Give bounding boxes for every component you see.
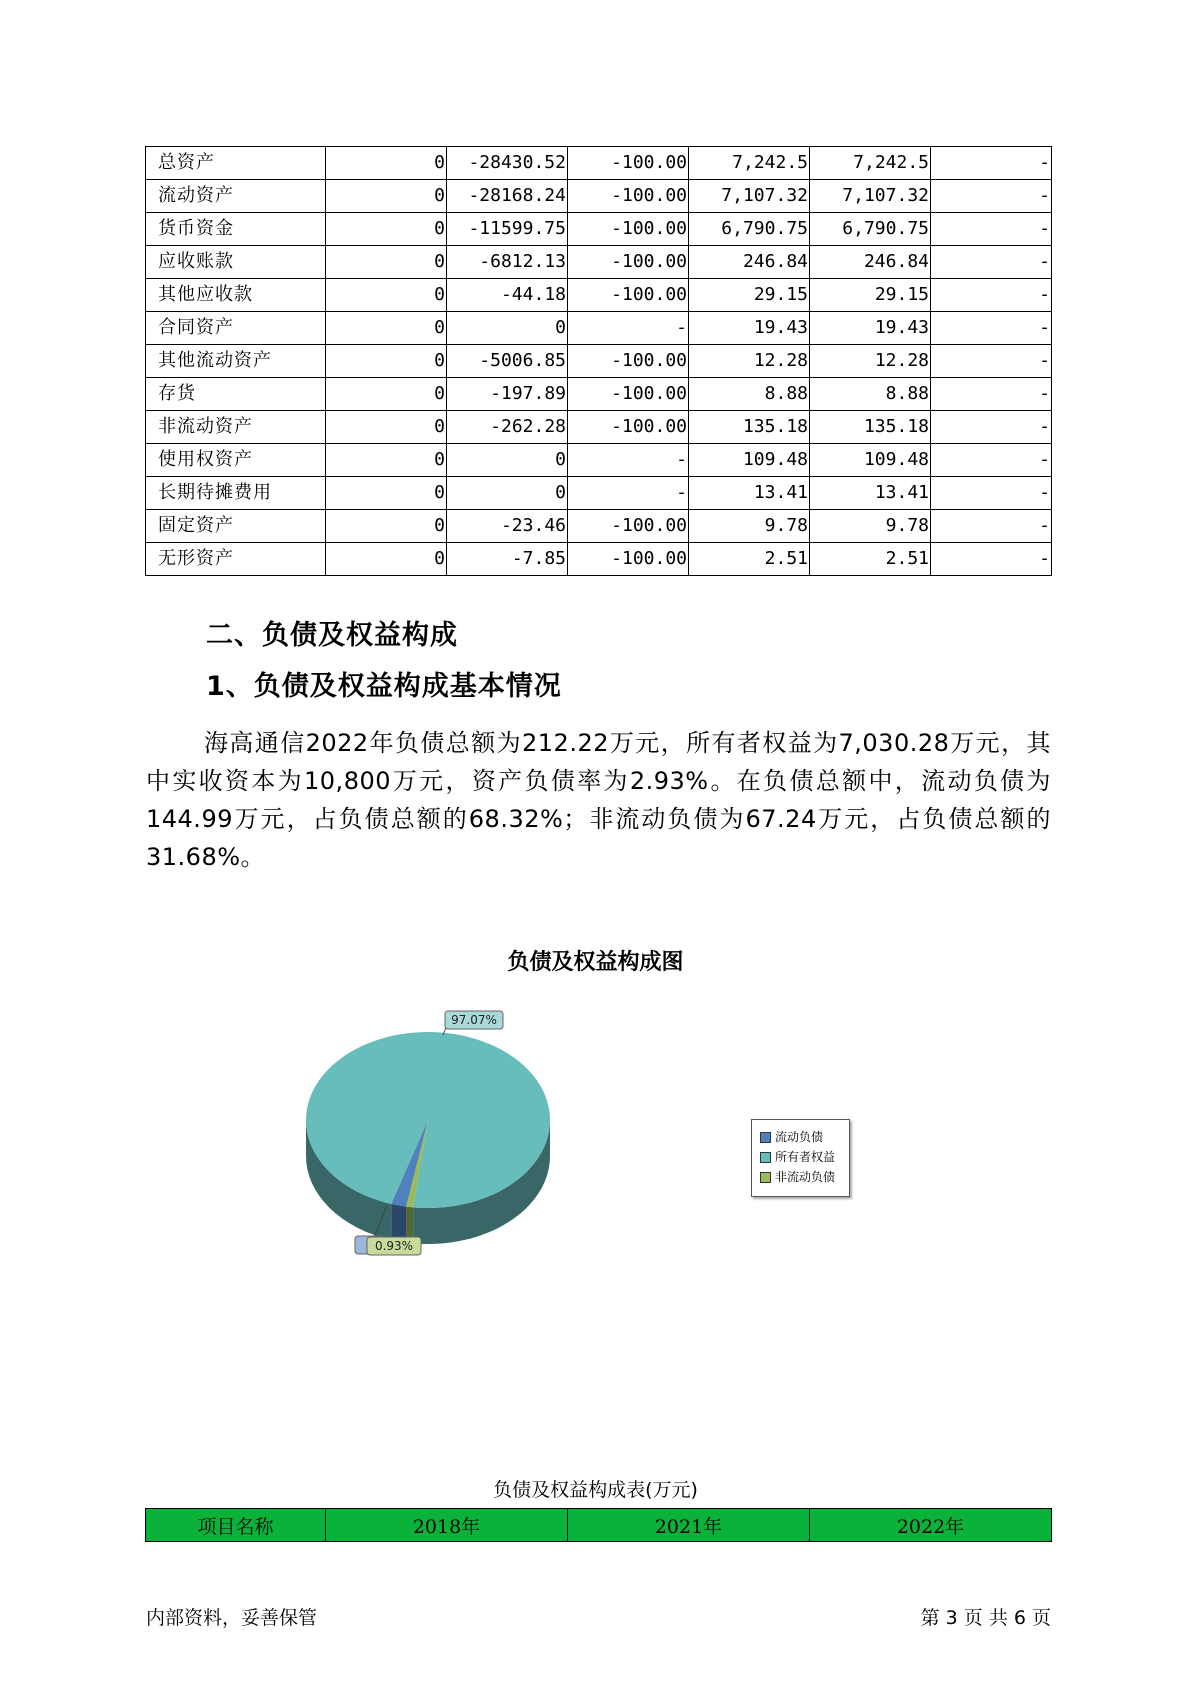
cell-value: 2.51 [689,543,810,576]
cell-value: - [931,213,1052,246]
cell-value: 109.48 [689,444,810,477]
legend-label: 所有者权益 [775,1150,836,1164]
legend-swatch [760,1132,771,1143]
cell-value: - [931,279,1052,312]
row-label: 流动资产 [146,180,326,213]
cell-value: 9.78 [689,510,810,543]
cell-value: 0 [326,411,447,444]
cell-value: - [931,411,1052,444]
cell-value: 0 [326,246,447,279]
cell-value: 246.84 [689,246,810,279]
table-row [146,543,1052,576]
cell-value: - [931,444,1052,477]
table-row [146,510,1052,543]
chart-legend [751,1119,850,1197]
cell-value: 0 [326,147,447,180]
table-row [146,147,1052,180]
asset-table [145,146,1052,576]
cell-value: 19.43 [689,312,810,345]
cell-value: 0 [326,477,447,510]
data-label: 97.07% [451,1013,497,1027]
cell-value: -100.00 [568,213,689,246]
cell-value: 0 [326,510,447,543]
asset-table-body [146,147,1052,576]
table-row [146,378,1052,411]
cell-value: - [931,345,1052,378]
cell-value: -28168.24 [447,180,568,213]
cell-value: 8.88 [689,378,810,411]
cell-value: 13.41 [689,477,810,510]
cell-value: 246.84 [810,246,931,279]
cell-value: -100.00 [568,147,689,180]
table-row [146,411,1052,444]
cell-value: - [931,378,1052,411]
cell-value: 0 [326,543,447,576]
cell-value: -5006.85 [447,345,568,378]
cell-value: -100.00 [568,279,689,312]
table-row [146,246,1052,279]
data-label: 0.93% [374,1239,414,1253]
cell-value: 7,242.5 [810,147,931,180]
cell-value: -262.28 [447,411,568,444]
legend-item [760,1168,835,1186]
cell-value: 9.78 [810,510,931,543]
liability-table-header [146,1509,1052,1542]
cell-value: 29.15 [689,279,810,312]
cell-value: - [931,477,1052,510]
cell-value: - [931,312,1052,345]
footer-page-number: 第 3 页 共 6 页 [920,1607,1051,1629]
cell-value: -44.18 [447,279,568,312]
cell-value: 0 [326,213,447,246]
row-label: 其他应收款 [146,279,326,312]
table-row [146,477,1052,510]
cell-value: 6,790.75 [689,213,810,246]
cell-value: -11599.75 [447,213,568,246]
row-label: 长期待摊费用 [146,477,326,510]
pie-slice [306,1032,550,1208]
cell-value: -100.00 [568,180,689,213]
cell-value: 0 [326,345,447,378]
cell-value: 135.18 [689,411,810,444]
cell-value: -100.00 [568,246,689,279]
header-cell: 项目名称 [146,1509,326,1542]
legend-swatch [760,1152,771,1163]
cell-value: - [931,180,1052,213]
cell-value: -6812.13 [447,246,568,279]
cell-value: 0 [326,279,447,312]
cell-value: -28430.52 [447,147,568,180]
cell-value: 0 [326,444,447,477]
cell-value: 7,107.32 [689,180,810,213]
cell-value: 29.15 [810,279,931,312]
section-subheading: 1、负债及权益构成基本情况 [206,671,562,702]
cell-value: - [931,147,1052,180]
cell-value: -197.89 [447,378,568,411]
table-row [146,213,1052,246]
cell-value: -100.00 [568,411,689,444]
cell-value: -100.00 [568,543,689,576]
cell-value: -100.00 [568,510,689,543]
header-cell: 2018年 [326,1509,568,1542]
cell-value: 7,107.32 [810,180,931,213]
summary-paragraph: 海高通信2022年负债总额为212.22万元，所有者权益为7,030.28万元，其中实收资本为10,800万元，资产负债率为2.93%。在负债总额中，流动负债为144.99万元，占负债总额的68.32%；非流动负债为67.24万元，占负债总额的31.68%。 [146,729,1051,871]
cell-value: -100.00 [568,378,689,411]
row-label: 存货 [146,378,326,411]
row-label: 固定资产 [146,510,326,543]
cell-value: 6,790.75 [810,213,931,246]
cell-value: 0 [447,312,568,345]
row-label: 总资产 [146,147,326,180]
cell-value: 7,242.5 [689,147,810,180]
pie-chart [280,995,580,1275]
cell-value: - [568,444,689,477]
cell-value: 0 [326,378,447,411]
row-label: 使用权资产 [146,444,326,477]
cell-value: -7.85 [447,543,568,576]
cell-value: - [568,312,689,345]
legend-item [760,1148,835,1166]
cell-value: 19.43 [810,312,931,345]
section-heading: 二、负债及权益构成 [206,620,458,651]
cell-value: 109.48 [810,444,931,477]
cell-value: - [931,510,1052,543]
row-label: 应收账款 [146,246,326,279]
legend-label: 非流动负债 [775,1170,836,1184]
cell-value: 13.41 [810,477,931,510]
row-label: 货币资金 [146,213,326,246]
footer-confidential: 内部资料，妥善保管 [146,1607,318,1629]
cell-value: 0 [326,180,447,213]
chart-title: 负债及权益构成图 [507,950,684,975]
legend-swatch [760,1172,771,1183]
cell-value: 135.18 [810,411,931,444]
cell-value: 0 [447,444,568,477]
table-caption: 负债及权益构成表(万元) [493,1479,698,1501]
table-row [146,444,1052,477]
row-label: 其他流动资产 [146,345,326,378]
header-cell: 2021年 [568,1509,810,1542]
table-row [146,345,1052,378]
cell-value: 12.28 [810,345,931,378]
row-label: 无形资产 [146,543,326,576]
cell-value: 0 [326,312,447,345]
cell-value: 8.88 [810,378,931,411]
table-row [146,180,1052,213]
cell-value: - [568,477,689,510]
cell-value: -23.46 [447,510,568,543]
legend-label: 流动负债 [775,1130,824,1144]
table-row [146,312,1052,345]
cell-value: 0 [447,477,568,510]
row-label: 非流动资产 [146,411,326,444]
cell-value: 12.28 [689,345,810,378]
cell-value: - [931,543,1052,576]
header-cell: 2022年 [810,1509,1052,1542]
liability-table [145,1508,1052,1542]
row-label: 合同资产 [146,312,326,345]
legend-item [760,1128,823,1146]
cell-value: - [931,246,1052,279]
cell-value: 2.51 [810,543,931,576]
table-row [146,279,1052,312]
cell-value: -100.00 [568,345,689,378]
